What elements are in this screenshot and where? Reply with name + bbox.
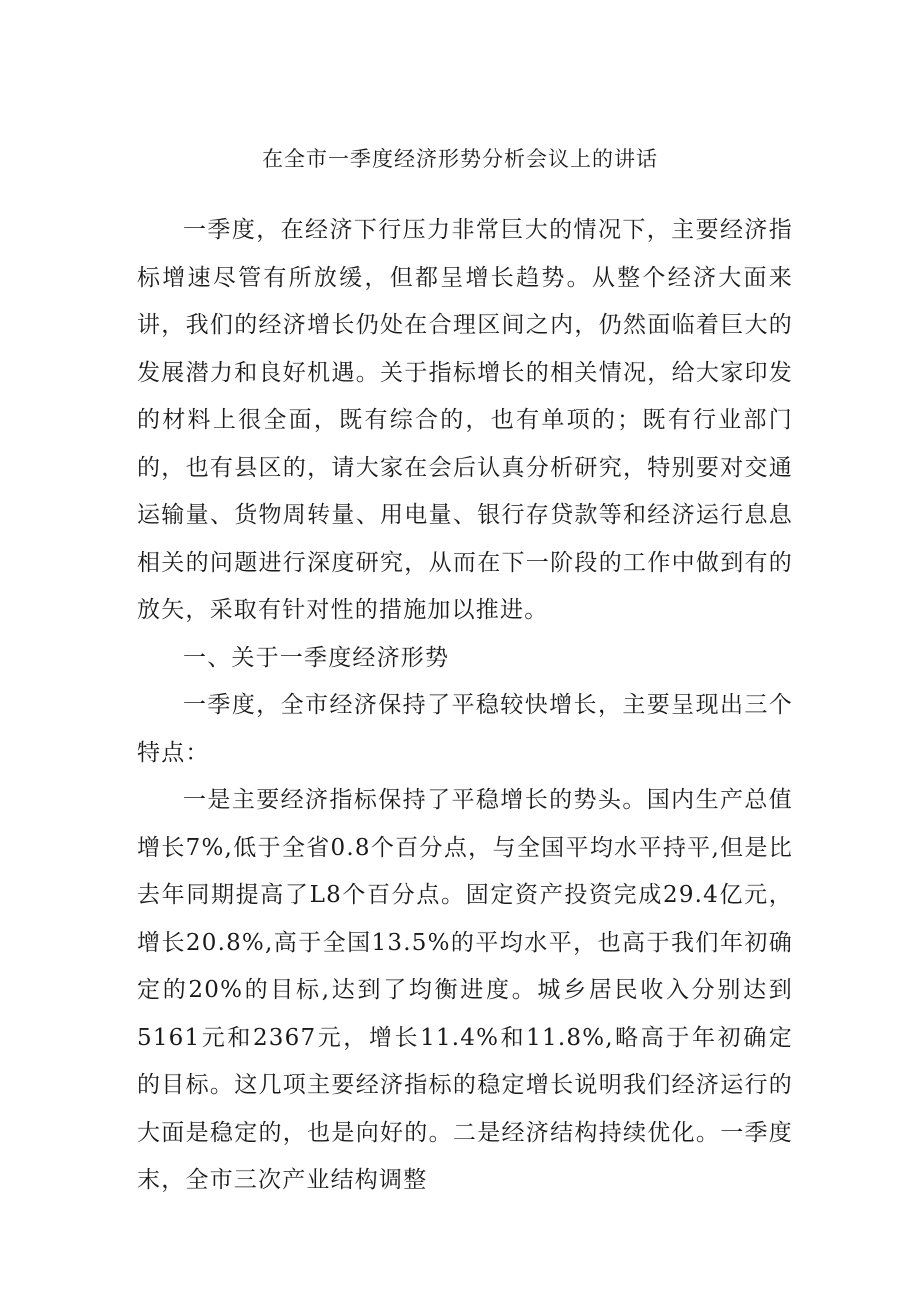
paragraph-intro: 一季度，在经济下行压力非常巨大的情况下，主要经济指标增速尽管有所放缓，但都呈增长趋势。从整个经济大面来讲，我们的经济增长仍处在合理区间之内，仍然面临着巨大的发展潜力和良好机遇。关于指标增长的相关情况，给大家印发的材料上很全面，既有综合的，也有单项的；既有行业部门的，也有县区的，请大家在会后认真分析研究，特别要对交通运输量、货物周转量、用电量、银行存贷款等和经济运行息息相关的问题进行深度研究，从而在下一阶段的工作中做到有的放矢，采取有针对性的措施加以推进。	[137, 217, 793, 623]
paragraph-indicators: 一是主要经济指标保持了平稳增长的势头。国内生产总值增长7%,低于全省0.8个百分点，与全国平均水平持平,但是比去年同期提高了L8个百分点。固定资产投资完成29.4亿元，增长20.8%,高于全国13.5%的平均水平，也高于我们年初确定的20%的目标,达到了均衡进度。城乡居民收入分别达到5161元和2367元，增长11.4%和11.8%,略高于年初确定的目标。这几项主要经济指标的稳定增长说明我们经济运行的大面是稳定的，也是向好的。二是经济结构持续优化。一季度末，全市三次产业结构调整	[137, 787, 793, 1193]
paragraph-features: 一季度，全市经济保持了平稳较快增长，主要呈现出三个特点：	[137, 692, 793, 766]
document-title: 在全市一季度经济形势分析会议上的讲话	[262, 147, 658, 171]
document-body	[137, 207, 793, 1205]
section-heading: 一、关于一季度经济形势	[183, 644, 450, 671]
